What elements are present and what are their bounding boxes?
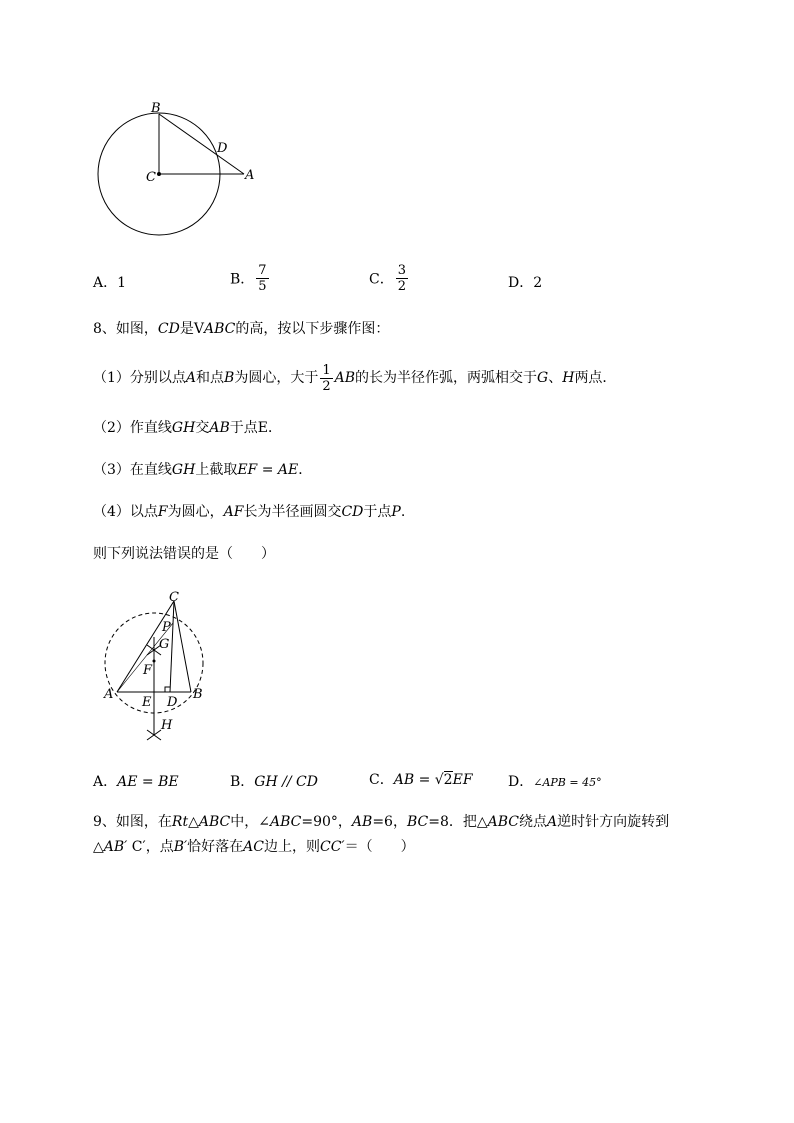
q8-step-1 [93, 360, 616, 396]
step1-b: 和点 [196, 370, 225, 386]
label-d: D [167, 695, 178, 710]
q9-l2-c: C′，点 [127, 839, 174, 855]
q9-l1-ab: AB [351, 814, 373, 830]
step1-AB: AB [334, 370, 356, 386]
q8-a-expr: AE = BE [117, 774, 179, 790]
step1-d: 的长为半径作弧，两弧相交于 [355, 370, 538, 386]
q8-question [93, 545, 275, 563]
q8-b-prefix: B． [230, 774, 255, 790]
label-p: P [162, 620, 171, 635]
step4-a: （4）以点 [93, 504, 158, 520]
q7-option-a [93, 272, 126, 292]
q8-intro-tri: V [193, 321, 204, 337]
q8-intro [93, 320, 389, 338]
label-c: C [146, 170, 156, 185]
q9-l1-d: =90°， [301, 814, 352, 830]
q9-l1-f: =8．把△ [428, 814, 488, 830]
figure-construction [98, 585, 218, 745]
q9-l1-g: 绕点 [519, 814, 547, 830]
step4-c: 长为半径画圆交 [243, 504, 342, 520]
step1-H: H [562, 370, 575, 386]
q7-b-numerator: 7 [258, 263, 267, 278]
q7-option-c-fraction [396, 263, 408, 294]
q9-l2-ab: AB′ [103, 839, 128, 855]
q9-l2-CC: CC′ [320, 839, 345, 855]
step4-AF: AF [223, 504, 244, 520]
q8-c-expr-2: EF [452, 772, 473, 788]
q9-l2-AC: AC [243, 839, 264, 855]
q7-b-denominator: 5 [258, 279, 267, 294]
q7-option-d [508, 272, 542, 292]
label-a: A [104, 687, 114, 702]
q7-option-d-text: D．2 [508, 275, 543, 291]
step1-denominator: 2 [322, 378, 331, 394]
q9-l1-a: 9、如图，在 [93, 814, 172, 830]
q8-option-b [230, 771, 318, 791]
q9-l1-abc: ABC [198, 814, 231, 830]
label-e: E [142, 695, 152, 710]
q9-l1-abc3: ABC [487, 814, 519, 830]
label-g: G [159, 637, 170, 652]
step1-numerator: 1 [322, 362, 331, 378]
step3-eq: EF = AE [237, 462, 299, 478]
q8-d-prefix: D． [508, 774, 534, 790]
q9-l2-a: △ [93, 839, 104, 855]
step4-CD: CD [341, 504, 364, 520]
step1-G: G [537, 370, 549, 386]
step3-c: ． [298, 462, 313, 478]
q8-intro-3: 的高，按以下步骤作图： [235, 321, 390, 337]
q9-l2-B: B′ [173, 839, 188, 855]
label-f: F [143, 663, 153, 678]
q8-a-prefix: A． [93, 774, 118, 790]
step2-c: 于点E． [229, 420, 282, 436]
step2-GH: GH [171, 420, 196, 436]
q9-l1-b: △ [188, 814, 199, 830]
segment-ba [159, 114, 244, 174]
q7-c-denominator: 2 [397, 279, 406, 294]
q9-l1-c: 中，∠ [230, 814, 270, 830]
q7-option-c-prefix: C． [369, 271, 394, 288]
q9-l2-d: 恰好落在 [187, 839, 244, 855]
q7-option-b [230, 263, 271, 294]
q8-intro-abc: ABC [203, 321, 236, 337]
q8-c-expr-1: AB = [393, 772, 435, 788]
step1-e: 、 [548, 370, 563, 386]
q8-c-sqrt: 2 [443, 772, 453, 788]
step3-GH: GH [171, 462, 196, 478]
step1-B: B [224, 370, 235, 386]
q8-question-text: 则下列说法错误的是（ ） [93, 546, 275, 562]
q9-l1-h: 逆时针方向旋转到 [557, 814, 670, 830]
q8-intro-2: 是 [179, 321, 194, 337]
q9-line-2 [93, 838, 415, 856]
step1-a: （1）分别以点 [93, 370, 186, 386]
step2-a: （2）作直线 [93, 420, 172, 436]
q9-l2-f: ＝（ ） [344, 839, 415, 855]
figure-circle-triangle [90, 95, 270, 240]
step3-a: （3）在直线 [93, 462, 172, 478]
segment-bc [174, 601, 191, 692]
q9-l1-rt: Rt [171, 814, 189, 830]
q7-option-b-fraction [256, 263, 268, 294]
q8-step-4 [93, 503, 405, 521]
q8-option-c [369, 769, 473, 789]
q8-c-prefix: C． [369, 772, 394, 788]
q9-l2-e: 边上，则 [264, 839, 320, 855]
q9-l1-e: =6， [372, 814, 407, 830]
q9-l1-abc2: ABC [269, 814, 302, 830]
sqrt-symbol: √ [434, 772, 444, 788]
step2-b: 交 [195, 420, 210, 436]
label-a: A [245, 168, 255, 183]
q7-option-b-prefix: B． [230, 271, 255, 288]
center-point [157, 172, 161, 176]
label-b: B [193, 687, 203, 702]
step1-c: 为圆心，大于 [234, 370, 319, 386]
label-d: D [217, 141, 228, 156]
q8-step-3 [93, 461, 312, 479]
label-c: C [169, 590, 179, 605]
step4-P: P [391, 504, 401, 520]
q8-option-d [508, 771, 602, 791]
step1-fraction [320, 363, 332, 394]
step4-d: 于点 [363, 504, 392, 520]
q8-step-2 [93, 419, 282, 437]
q7-option-a-text: A．1 [93, 275, 127, 291]
q8-b-expr: GH // CD [254, 774, 318, 790]
q9-line-1 [93, 813, 669, 831]
step1-A: A [185, 370, 197, 386]
label-b: B [151, 101, 161, 116]
q8-d-expr: ∠APB = 45° [533, 776, 602, 789]
altitude-cd [170, 601, 174, 692]
step4-e: . [400, 504, 406, 520]
q9-l1-bc: BC [406, 814, 429, 830]
label-h: H [161, 718, 173, 733]
step1-f: 两点． [574, 370, 617, 386]
q9-l1-A: A [547, 814, 558, 830]
step2-AB: AB [209, 420, 230, 436]
step4-b: 为圆心， [167, 504, 224, 520]
right-angle-mark [165, 687, 170, 692]
step4-F: F [157, 504, 168, 520]
q8-intro-cd: CD [157, 321, 180, 337]
point-f [153, 660, 156, 663]
q8-option-a [93, 771, 179, 791]
q7-option-c [369, 263, 410, 294]
q7-c-numerator: 3 [397, 263, 406, 278]
q8-intro-1: 8、如图， [93, 321, 158, 337]
step3-b: 上截取 [195, 462, 238, 478]
